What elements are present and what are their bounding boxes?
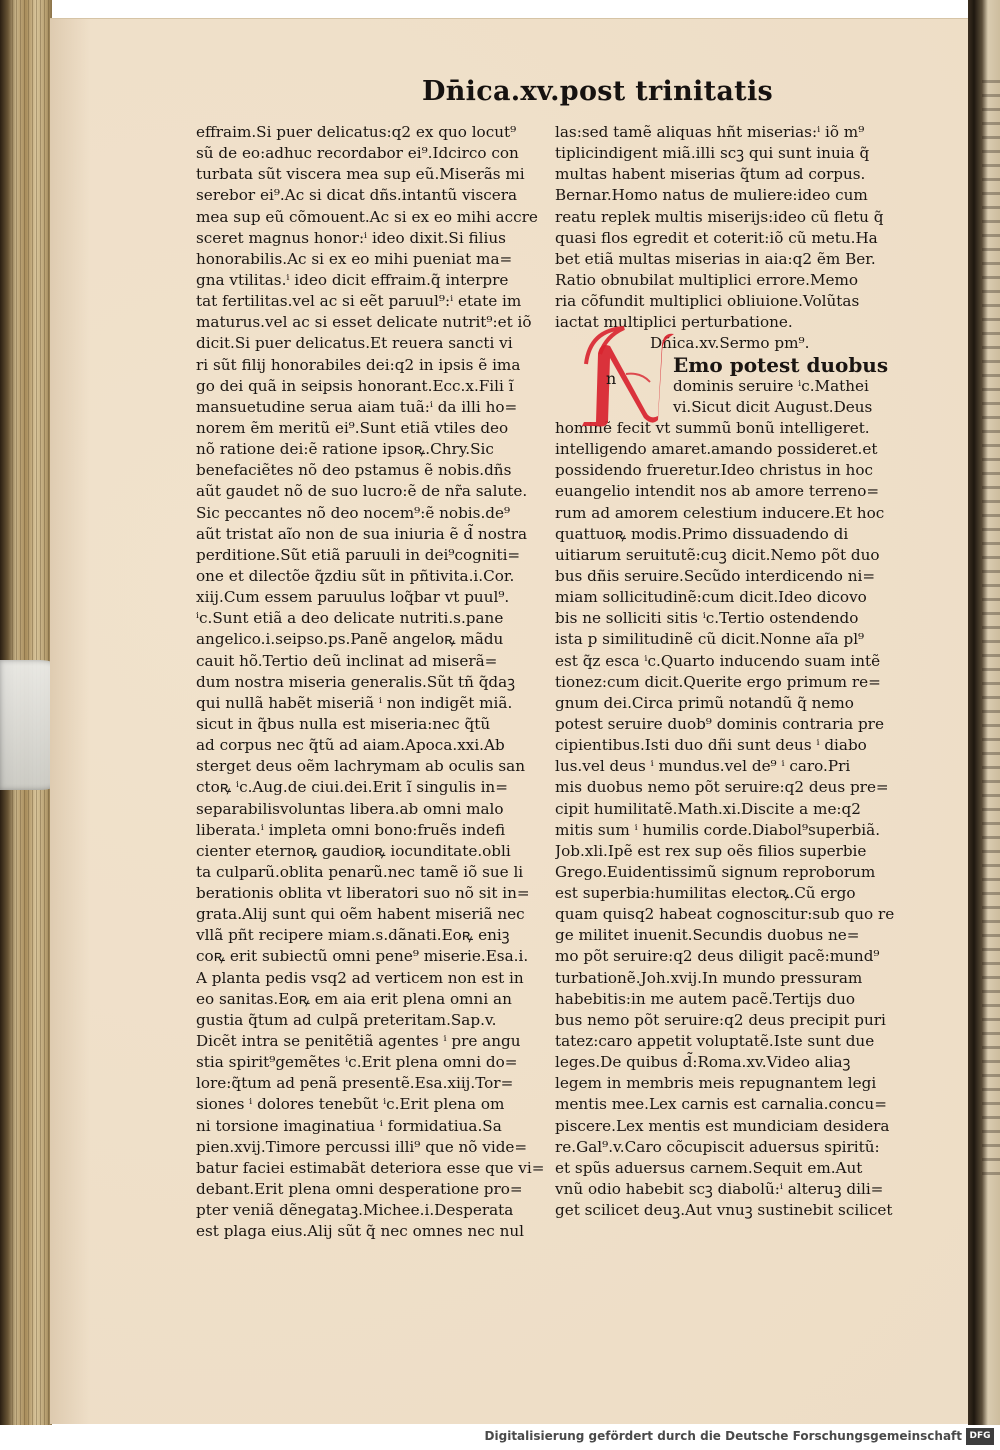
text-line: dum nostra miseria generalis.Sũt tñ q̃daꝫ (196, 672, 515, 691)
text-line: turbationẽ.Joh.xvij.In mundo pressuram (555, 968, 863, 987)
footer-credit-text: Digitalisierung gefördert durch die Deutsche Forschungsgemeinschaft (484, 1429, 962, 1443)
text-line: tatez:caro appetit voluptatẽ.Iste sunt due (555, 1032, 875, 1051)
text-line: angelico.i.seipso.ps.Panẽ angeloꝶ mãdu (196, 630, 504, 649)
text-line: quam quisq2 habeat cognoscitur:sub quo re (555, 905, 895, 924)
text-line: ria cõfundit multiplici obliuione.Volũtas (555, 292, 860, 311)
text-line: las:sed tamẽ aliquas hñt miserias:ⁱ iõ m⁹ (555, 123, 865, 141)
text-line: vnũ odio habebit scꝫ diabolũ:ⁱ alteruꝫ dili= (555, 1180, 884, 1199)
text-line: piscere.Lex mentis est mundiciam desidera (555, 1116, 890, 1135)
text-line: dicit.Si puer delicatus.Et reuera sancti vi (196, 334, 513, 353)
text-line: Grego.Euidentissimũ signum reproborum (555, 862, 876, 881)
text-line: ad corpus nec q̃tũ ad aiam.Apoca.xxi.Ab (196, 736, 505, 755)
text-line: benefaciẽtes nõ deo pstamus ẽ nobis.dñs (196, 461, 512, 480)
text-line: reatu replek multis miserijs:ideo cũ fletu q̃ (555, 207, 884, 226)
text-line: cipit humilitatẽ.Math.xi.Discite a me:q2 (555, 799, 861, 818)
text-line: est q̃z esca ⁱc.Quarto inducendo suam intẽ (555, 651, 881, 670)
text-line: tionez:cum dicit.Querite ergo primum re= (555, 672, 881, 691)
text-line: tiplicindigent miã.illi scꝫ qui sunt inuia q̃ (555, 144, 870, 163)
facing-page-edge (968, 0, 1000, 1425)
text-line: ri sũt filij honorabiles dei:q2 in ipsis ẽ ima (196, 355, 521, 374)
text-line: sũ de eo:adhuc recordabor ei⁹.Idcirco con (196, 144, 519, 163)
text-line: separabilisvoluntas libera.ab omni malo (196, 799, 504, 818)
text-line: A planta pedis vsq2 ad verticem non est in (196, 968, 524, 987)
text-line: turbata sũt viscera mea sup eũ.Miserãs mi (196, 165, 525, 184)
text-line: mansuetudine serua aiam tuã:ⁱ da illi ho= (196, 397, 518, 416)
text-line: habebitis:in me autem pacẽ.Tertijs duo (555, 989, 856, 1008)
text-line: potest seruire duob⁹ dominis contraria pre (555, 714, 884, 733)
text-line: nõ ratione dei:ẽ ratione ipsoꝶ.Chry.Sic (196, 440, 494, 459)
text-line: euangelio intendit nos ab amore terreno= (555, 482, 880, 501)
text-line: aũt gaudet nõ de suo lucro:ẽ de nr̃a salute. (196, 482, 528, 501)
text-line: honorabilis.Ac si ex eo mihi pueniat ma= (196, 249, 513, 268)
text-line: re.Gal⁹.v.Caro cõcupiscit aduersus spiritũ: (555, 1137, 880, 1156)
text-line: coꝶ erit subiectũ omni pene⁹ miserie.Esa.i. (196, 947, 529, 966)
text-line: vllã pñt recipere miam.s.dãnati.Eoꝶ eniꝫ (196, 926, 510, 945)
right-text-column (555, 122, 907, 1221)
text-line: lus.vel deus ⁱ mundus.vel de⁹ ⁱ caro.Pri (555, 757, 851, 776)
text-line: dominis seruire ⁱc.Mathei (673, 376, 869, 395)
text-line: ista p similitudinẽ cũ dicit.Nonne aĩa pl⁹ (555, 630, 865, 649)
text-line: aũt tristat aĩo non de sua iniuria ẽ d̃ nostra (196, 524, 528, 543)
text-line: multas habent miserias q̃tum ad corpus. (555, 165, 866, 184)
text-line: sicut in q̃bus nulla est miseria:nec q̃tũ (196, 714, 491, 733)
text-line: miam sollicitudinẽ:cum dicit.Ideo dicovo (555, 588, 867, 607)
text-line: quasi flos egredit et coterit:iõ cũ metu.Ha (555, 228, 878, 247)
text-line: one et dilectõe q̃zdiu sũt in pñtivita.i.Cor. (196, 566, 515, 585)
text-line: tat fertilitas.vel ac si eẽt paruul⁹:ⁱ etate im (196, 292, 522, 311)
text-line: siones ⁱ dolores tenebũt ⁱc.Erit plena om (196, 1095, 505, 1114)
text-line: mo põt seruire:q2 deus diligit pacẽ:mund⁹ (555, 947, 880, 966)
text-line: mea sup eũ cõmouent.Ac si ex eo mihi accre (196, 207, 538, 226)
text-line: mis duobus nemo põt seruire:q2 deus pre= (555, 778, 889, 797)
text-line: et spũs aduersus carnem.Sequit em.Aut (555, 1158, 863, 1177)
text-line: Job.xli.Ipẽ est rex sup oẽs filios superbie (555, 841, 867, 860)
text-line: qui nullã habẽt miseriã ⁱ non indigẽt miã. (196, 693, 513, 712)
text-line: possidendo frueretur.Ideo christus in hoc (555, 461, 873, 480)
dfg-logo: DFG (966, 1428, 994, 1445)
text-line: hominẽ fecit vt summũ bonũ intelligeret. (555, 418, 870, 437)
text-line: ge militet inuenit.Secundis duobus ne= (555, 926, 860, 945)
text-line: intelligendo amaret.amando possideret.et (555, 440, 878, 459)
text-line: cauit hõ.Tertio deũ inclinat ad miserã= (196, 651, 498, 670)
text-line: xiij.Cum essem paruulus loq̃bar vt puul⁹. (196, 588, 510, 607)
text-line: debant.Erit plena omni desperatione pro= (196, 1180, 523, 1199)
text-line: leges.De quibus d̃:Roma.xv.Video aliaꝫ (555, 1053, 851, 1072)
text-line: mentis mee.Lex carnis est carnalia.concu= (555, 1095, 887, 1114)
text-line: berationis oblita vt liberatori suo nõ sit in= (196, 884, 530, 903)
text-line: bis ne solliciti sitis ⁱc.Tertio ostendendo (555, 609, 859, 628)
text-line: go dei quã in seipsis honorant.Ecc.x.Fili ĩ (196, 376, 514, 395)
text-line: mitis sum ⁱ humilis corde.Diabol⁹superbiã. (555, 820, 881, 839)
text-line: vi.Sicut dicit August.Deus (673, 397, 873, 416)
text-line: serebor ei⁹.Ac si dicat dñs.intantũ viscera (196, 186, 518, 205)
text-line: uitiarum seruitutẽ:cuꝫ dicit.Nemo põt duo (555, 545, 880, 564)
text-line: eo sanitas.Eoꝶ em aia erit plena omni an (196, 989, 512, 1008)
text-line: grata.Alij sunt qui oẽm habent miseriã nec (196, 905, 525, 924)
text-line: Ratio obnubilat multiplici errore.Memo (555, 270, 859, 289)
text-line: bet etiã multas miserias in aia:q2 ẽm Ber. (555, 249, 876, 268)
text-line: norem ẽm meritũ ei⁹.Sunt etiã vtiles deo (196, 418, 509, 437)
text-line: effraim.Si puer delicatus:q2 ex quo locut⁹ (196, 123, 517, 141)
text-line: est superbia:humilitas electoꝶ.Cũ ergo (555, 884, 856, 903)
footer-bar (0, 1425, 1000, 1450)
text-line: est plaga eius.Alij sũt q̃ nec omnes nec nul (196, 1222, 525, 1241)
text-line: Sic peccantes nõ deo nocem⁹:ẽ nobis.de⁹ (196, 503, 511, 522)
text-line: batur faciei estimabãt deteriora esse que vi= (196, 1158, 544, 1177)
text-line: ni torsione imaginatiua ⁱ formidatiua.Sa (196, 1116, 502, 1135)
running-head: Dn̄ica.xv.post trinitatis (422, 76, 774, 107)
text-line: iactat multiplici perturbatione. (555, 313, 793, 332)
text-line: gustia q̃tum ad culpã preteritam.Sap.v. (196, 1010, 497, 1029)
text-line: bus nemo põt seruire:q2 deus precipit puri (555, 1010, 886, 1029)
text-line: perditione.Sũt etiã paruuli in dei⁹cogniti= (196, 545, 521, 564)
text-line: get scilicet deuꝫ.Aut vnuꝫ sustinebit scilicet (555, 1201, 893, 1220)
text-line: stia spirit⁹gemẽtes ⁱc.Erit plena omni do= (196, 1053, 518, 1072)
text-line: cienter eternoꝶ gaudioꝶ iocunditate.obli (196, 841, 511, 860)
text-line: sceret magnus honor:ⁱ ideo dixit.Si filius (196, 228, 506, 247)
rubricated-initial-n-icon (566, 324, 676, 434)
text-line: cipientibus.Isti duo dñi sunt deus ⁱ diabo (555, 736, 867, 755)
text-line: pien.xvij.Timore percussi illi⁹ que nõ vide= (196, 1137, 528, 1156)
text-line: maturus.vel ac si esset delicate nutrit⁹:et iõ (196, 313, 532, 332)
text-line: lore:q̃tum ad penã presentẽ.Esa.xiij.Tor= (196, 1074, 514, 1093)
text-line: Dñica.xv.Sermo pm⁹. (650, 334, 810, 353)
left-text-column (196, 122, 544, 1242)
text-line: ta culparũ.oblita penarũ.nec tamẽ iõ sue li (196, 862, 524, 881)
text-line: ⁱc.Sunt etiã a deo delicate nutriti.s.pane (196, 609, 504, 628)
text-line: rum ad amorem celestium inducere.Et hoc (555, 503, 885, 522)
text-line: sterget deus oẽm lachrymam ab oculis san (196, 757, 525, 776)
text-line: ctoꝶ ⁱc.Aug.de ciui.dei.Erit ĩ singulis in= (196, 778, 508, 797)
text-line: Emo potest duobus (673, 354, 889, 376)
text-line: gnum dei.Circa primũ notandũ q̃ nemo (555, 693, 854, 712)
guide-letter: n (606, 369, 617, 388)
text-line: bus dñis seruire.Secũdo interdicendo ni= (555, 566, 876, 585)
text-line: liberata.ⁱ impleta omni bono:fruẽs indefi (196, 820, 506, 839)
text-line: pter veniã dẽnegataꝫ.Michee.i.Desperata (196, 1201, 514, 1220)
text-line: Dicẽt intra se penitẽtiã agentes ⁱ pre angu (196, 1032, 521, 1051)
text-line: quattuoꝶ modis.Primo dissuadendo di (555, 524, 849, 543)
text-line: legem in membris meis repugnantem legi (555, 1074, 877, 1093)
text-line: gna vtilitas.ⁱ ideo dicit effraim.q̃ interpre (196, 270, 509, 289)
text-line: Bernar.Homo natus de muliere:ideo cum (555, 186, 868, 205)
